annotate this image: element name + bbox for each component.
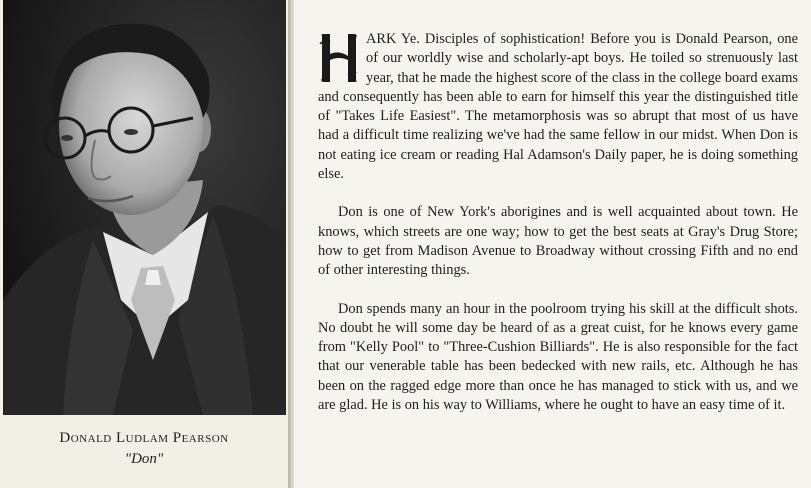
portrait-photo — [3, 0, 286, 415]
paragraph-1-text: ARK Ye. Disciples of sophistication! Before you is Donald Pearson, one of our worldly wise and scholarly-apt boys. He toiled so strenuously last year, that he made the highest score of the class in the college board exams and consequently has been able to earn for himself this year the distinguished title of "Takes Life Easiest". The metamorphosis was so abrupt that most of us have had a difficult time realizing we've had the same fellow in our midst. When Don is not eating ice cream or reading Hal Adamson's Daily paper, he is doing something else. — [318, 31, 798, 183]
biography-text — [318, 30, 798, 434]
paragraph-2: Don is one of New York's aborigines and is well acquainted about town. He knows, which streets are one way; how to get the best seats at Gray's Drug Store; how to get from Madison Avenue to Broadway without crossing Fifth and no end of other interesting things. — [318, 204, 798, 279]
student-nickname: "Don" — [124, 451, 164, 467]
dropcap-h — [318, 32, 360, 84]
paragraph-3: Don spends many an hour in the poolroom trying his skill at the difficult shots. No doubt he will some day be heard of as a great cuist, for he knows every game from "Kelly Pool" to "Three-Cushion Billiards". He is also responsible for the fact that our venerable table has been bedecked with new rails, etc. Although he has been on the ragged edge more than once he has managed to stick with us, and we are glad. He is on his way to Williams, where he ought to have an easy time of it. — [318, 300, 798, 414]
left-page — [0, 0, 288, 488]
right-page — [294, 0, 811, 488]
student-name: Donald Ludlam Pearson — [59, 430, 229, 446]
paragraph-1 — [318, 30, 798, 184]
photo-caption — [0, 424, 288, 468]
